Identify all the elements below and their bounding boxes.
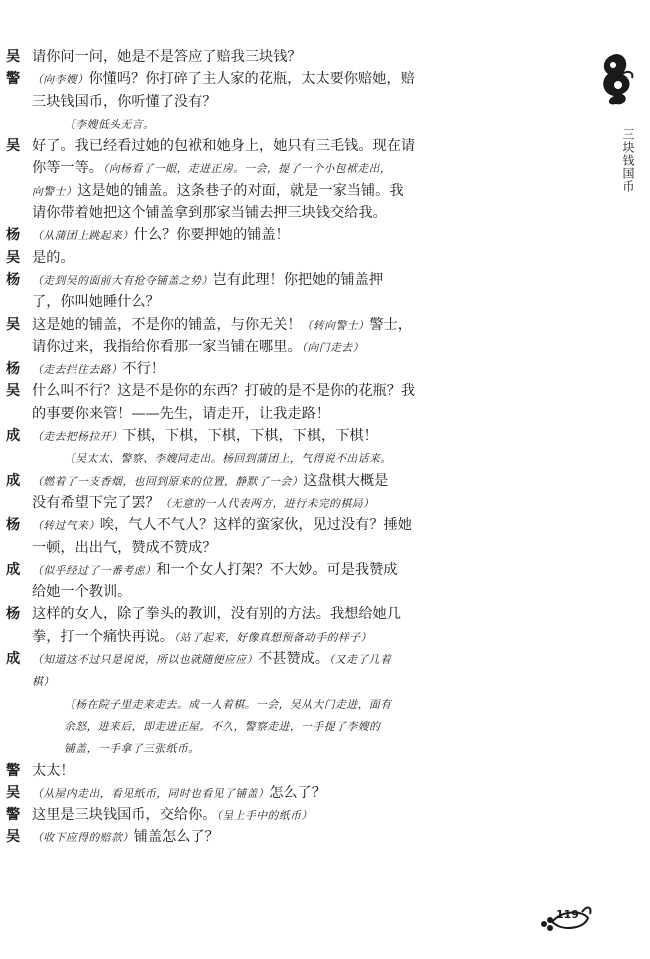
stage-direction: （燃着了一支香烟，也回到原来的位置，静默了一会）	[32, 474, 304, 488]
dialogue-line	[6, 46, 446, 68]
dialogue: 这样的女人，除了拳头的教训，没有别的方法。我想给她几	[32, 606, 401, 623]
line-text	[32, 804, 313, 827]
stage-direction: （向门走去）	[301, 340, 364, 354]
stage-direction: （向李嫂）	[32, 73, 89, 87]
line-text	[32, 157, 391, 180]
stage-direction: （又走了几着	[328, 653, 392, 667]
dialogue: 太太！	[32, 762, 75, 779]
dialogue: 你等一等。	[32, 160, 103, 177]
line-text	[32, 581, 131, 603]
running-title: 三块钱国币	[621, 128, 635, 193]
dialogue-line	[6, 581, 446, 603]
stage-direction: 〔吴太太、警察、李嫂同走出。杨回到蒲团上，气得说不出话来。	[64, 452, 392, 466]
line-text	[32, 537, 216, 559]
stage-direction: 余怒，进来后，即走进正屋。不久，警察走进，一手提了李嫂的	[64, 719, 381, 733]
speaker-label: 成	[6, 472, 21, 489]
dialogue: 这是她的铺盖。这条巷子的对面，就是一家当铺。我	[77, 182, 404, 199]
stage-direction: 向警士）	[32, 184, 78, 198]
speaker-label: 警	[6, 762, 21, 779]
dialogue: 警士，	[369, 316, 412, 333]
stage-direction: （转向警士）	[301, 318, 370, 332]
dialogue: 下棋，下棋，下棋，下棋，下棋，下棋！	[122, 428, 378, 445]
line-text	[32, 180, 404, 203]
dialogue: 一顿，出出气，赞成不赞成？	[32, 539, 217, 556]
stage-direction: 〔杨在院子里走来走去。成一人着棋。一会，吴从大门走进，面有	[64, 697, 392, 711]
dialogue: 请你问一问，她是不是答应了赔我三块钱？	[32, 49, 302, 65]
line-text	[32, 68, 415, 91]
line-text	[64, 715, 380, 738]
line-text	[32, 202, 387, 224]
line-text	[64, 113, 154, 136]
dialogue: 请你带着她把这个铺盖拿到那家当铺去押三块钱交给我。	[32, 205, 387, 222]
dialogue: 给她一个教训。	[32, 584, 132, 601]
dialogue: 这盘棋大概是	[303, 472, 389, 489]
line-text	[32, 670, 55, 693]
speaker-label: 成	[6, 651, 21, 668]
line-text	[32, 648, 391, 671]
stage-direction-line	[6, 715, 446, 737]
stage-direction: 〔李嫂低头无言。	[64, 117, 155, 131]
script-text	[6, 46, 446, 849]
speaker-label: 吴	[6, 316, 21, 333]
line-text	[32, 135, 415, 157]
stage-direction: （向杨看了一眼，走进正房。一会，提了一个小包袱走出，	[102, 162, 392, 176]
speaker-label: 吴	[6, 784, 21, 801]
stage-direction-line	[6, 737, 446, 759]
line-text	[64, 737, 200, 760]
dialogue: 唉，气人不气人？这样的蛮家伙，见过没有？捶她	[99, 517, 412, 534]
stage-direction: （转过气来）	[32, 519, 100, 533]
speaker-label: 杨	[6, 271, 21, 288]
dialogue: 不行！	[122, 361, 165, 378]
dialogue: 没有希望下完了罢？	[32, 494, 160, 511]
line-text	[64, 693, 392, 716]
line-text	[32, 782, 326, 805]
dialogue-line	[6, 314, 446, 336]
dialogue-line	[6, 804, 446, 826]
dialogue-line	[6, 224, 446, 246]
speaker-label: 杨	[6, 227, 21, 244]
dialogue: 是的。	[32, 249, 75, 266]
line-text	[32, 291, 160, 313]
dialogue-line	[6, 336, 446, 358]
floral-ornament-icon	[596, 50, 636, 108]
speaker-label: 杨	[6, 517, 21, 534]
speaker-label: 吴	[6, 383, 21, 400]
dialogue-line	[6, 537, 446, 559]
dialogue: 好了。我已经看过她的包袱和她身上，她只有三毛钱。现在请	[32, 138, 416, 155]
dialogue-line	[6, 157, 446, 179]
line-text	[32, 269, 383, 292]
dialogue: 的事要你来管！——先生，请走开，让我走路！	[32, 405, 330, 422]
stage-direction: （从屋内走出，看见纸币，同时也看见了铺盖）	[32, 786, 270, 800]
dialogue-line	[6, 247, 446, 269]
line-text	[32, 425, 378, 448]
line-text	[32, 559, 397, 582]
speaker-label: 吴	[6, 249, 21, 266]
stage-direction-line	[6, 113, 446, 135]
dialogue-line	[6, 603, 446, 625]
dialogue-line	[6, 269, 446, 291]
dialogue-line	[6, 648, 446, 670]
dialogue-line	[6, 68, 446, 90]
dialogue-line	[6, 826, 446, 848]
dialogue: 和一个女人打架？不大妙。可是我赞成	[156, 561, 398, 578]
dialogue-line	[6, 403, 446, 425]
dialogue: 三块钱国币，你听懂了没有？	[32, 93, 217, 110]
dialogue-line	[6, 782, 446, 804]
dialogue: 你懂吗？你打碎了主人家的花瓶，太太要你赔她，赔	[88, 71, 415, 88]
dialogue-line	[6, 180, 446, 202]
line-text	[32, 760, 75, 782]
dialogue-line	[6, 514, 446, 536]
dialogue-line	[6, 470, 446, 492]
line-text	[32, 314, 412, 337]
stage-direction: 铺盖，一手拿了三张纸币。	[64, 742, 200, 756]
dialogue-line	[6, 559, 446, 581]
dialogue: 这里是三块钱国币，交给你。	[32, 807, 217, 824]
page-number-ornament	[538, 898, 594, 934]
stage-direction: （收下应得的赔款）	[32, 831, 134, 845]
speaker-label: 成	[6, 428, 21, 445]
dialogue: 铺盖怎么了？	[133, 829, 219, 846]
page-number: 119	[556, 908, 579, 921]
dialogue-line	[6, 425, 446, 447]
line-text	[32, 46, 302, 68]
line-text	[64, 447, 392, 470]
speaker-label: 吴	[6, 829, 21, 846]
dialogue-line	[6, 91, 446, 113]
speaker-label: 吴	[6, 138, 21, 155]
line-text	[32, 247, 75, 269]
line-text	[32, 224, 290, 247]
line-text	[32, 380, 415, 402]
line-text	[32, 91, 216, 113]
line-text	[32, 470, 388, 493]
line-text	[32, 514, 412, 537]
dialogue: 请你过来，我指给你看那一家当铺在哪里。	[32, 338, 302, 355]
stage-direction: （知道这不过只是说说，所以也就随便应应）	[32, 653, 258, 667]
line-text	[32, 358, 165, 381]
dialogue-line	[6, 380, 446, 402]
speaker-label: 警	[6, 71, 21, 88]
stage-direction: （站了起来，好像真想预备动手的样子）	[173, 630, 372, 644]
line-text	[32, 403, 330, 425]
dialogue: 拳，打一个痛快再说。	[32, 628, 174, 645]
dialogue: 怎么了？	[269, 784, 326, 801]
speaker-label: 杨	[6, 606, 21, 623]
dialogue: 这是她的铺盖，不是你的铺盖，与你无关！	[32, 316, 302, 333]
stage-direction: （似乎经过了一番考虑）	[32, 563, 157, 577]
stage-direction: （从蒲团上跳起来）	[32, 229, 134, 243]
line-text	[32, 336, 364, 359]
stage-direction: 棋）	[32, 675, 55, 689]
dialogue: 什么叫不行？这是不是你的东西？打破的是不是你的花瓶？我	[32, 383, 416, 400]
dialogue-line	[6, 291, 446, 313]
stage-direction: （走去拦住去路）	[32, 363, 123, 377]
dialogue-line	[6, 492, 446, 514]
stage-direction: （走到吴的面前大有抢夺铺盖之势）	[32, 273, 213, 287]
dialogue: 什么？你要押她的铺盖！	[133, 227, 290, 244]
speaker-label: 吴	[6, 49, 21, 65]
speaker-label: 警	[6, 807, 21, 824]
line-text	[32, 492, 374, 515]
stage-direction-line	[6, 447, 446, 469]
line-text	[32, 626, 372, 649]
speaker-label: 成	[6, 561, 21, 578]
line-text	[32, 603, 401, 625]
line-text	[32, 826, 219, 849]
stage-direction: （无意的一人代表两方，进行未完的棋局）	[159, 496, 375, 510]
dialogue-line	[6, 626, 446, 648]
stage-direction-line	[6, 693, 446, 715]
speaker-label: 杨	[6, 361, 21, 378]
stage-direction: （走去把杨拉开）	[32, 430, 123, 444]
dialogue: 了，你叫她睡什么？	[32, 294, 160, 311]
dialogue: 不甚赞成。	[257, 651, 329, 668]
dialogue-line	[6, 135, 446, 157]
dialogue-line	[6, 358, 446, 380]
dialogue: 岂有此理！你把她的铺盖押	[212, 271, 384, 288]
dialogue-line	[6, 670, 446, 692]
dialogue-line	[6, 760, 446, 782]
stage-direction: （呈上手中的纸币）	[216, 809, 313, 823]
dialogue-line	[6, 202, 446, 224]
